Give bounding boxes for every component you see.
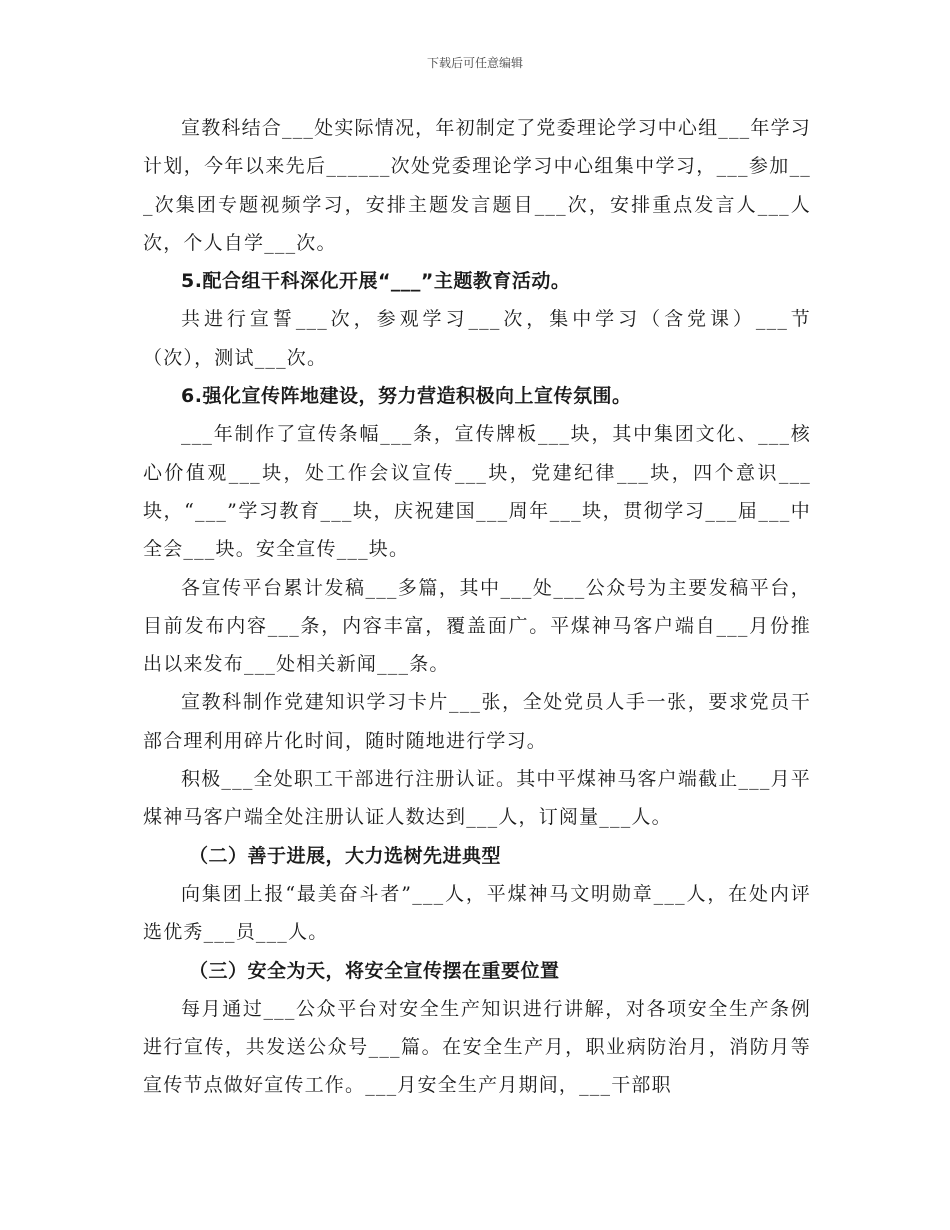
page-header: 下载后可任意编辑	[426, 56, 523, 70]
paragraph: ___年制作了宣传条幅___条，宣传牌板___块，其中集团文化、___核心价值观___块，处工作会议宣传___块，党建纪律___块，四个意识___块，“___”学习教育___块，庆祝建国___周年___块，贯彻学习___届___中全会___块。安全宣传___块。	[143, 423, 811, 561]
subsection-heading: （三）安全为天，将安全宣传摆在重要位置	[189, 959, 560, 982]
section-heading: 5.配合组干科深化开展“___”主题教育活动。	[181, 270, 571, 293]
paragraph: 向集团上报“最美奋斗者”___人，平煤神马文明勋章___人，在处内评选优秀___员___人。	[143, 882, 811, 944]
paragraph: 各宣传平台累计发稿___多篇，其中___处___公众号为主要发稿平台，目前发布内容___条，内容丰富，覆盖面广。平煤神马客户端自___月份推出以来发布___处相关新闻___条。	[143, 576, 811, 676]
paragraph: 每月通过___公众平台对安全生产知识进行讲解，对各项安全生产条例进行宣传，共发送公众号___篇。在安全生产月，职业病防治月，消防月等宣传节点做好宣传工作。___月安全生产月期间，___干部职	[143, 997, 811, 1097]
subsection-heading: （二）善于进展，大力选树先进典型	[189, 844, 502, 867]
paragraph: 积极___全处职工干部进行注册认证。其中平煤神马客户端截止___月平煤神马客户端全处注册认证人数达到___人，订阅量___人。	[143, 768, 811, 829]
section-heading: 6.强化宣传阵地建设，努力营造积极向上宣传氛围。	[181, 385, 632, 408]
document-body	[143, 109, 811, 1105]
paragraph: 共进行宣誓___次，参观学习___次，集中学习（含党课）___节（次），测试___次。	[143, 308, 811, 369]
paragraph: 宣教科制作党建知识学习卡片___张，全处党员人手一张，要求党员干部合理利用碎片化时间，随时随地进行学习。	[143, 691, 811, 752]
paragraph: 宣教科结合___处实际情况，年初制定了党委理论学习中心组___年学习计划，今年以来先后______次处党委理论学习中心组集中学习，___参加___次集团专题视频学习，安排主题发言题目___次，安排重点发言人___人次，个人自学___次。	[143, 117, 811, 254]
